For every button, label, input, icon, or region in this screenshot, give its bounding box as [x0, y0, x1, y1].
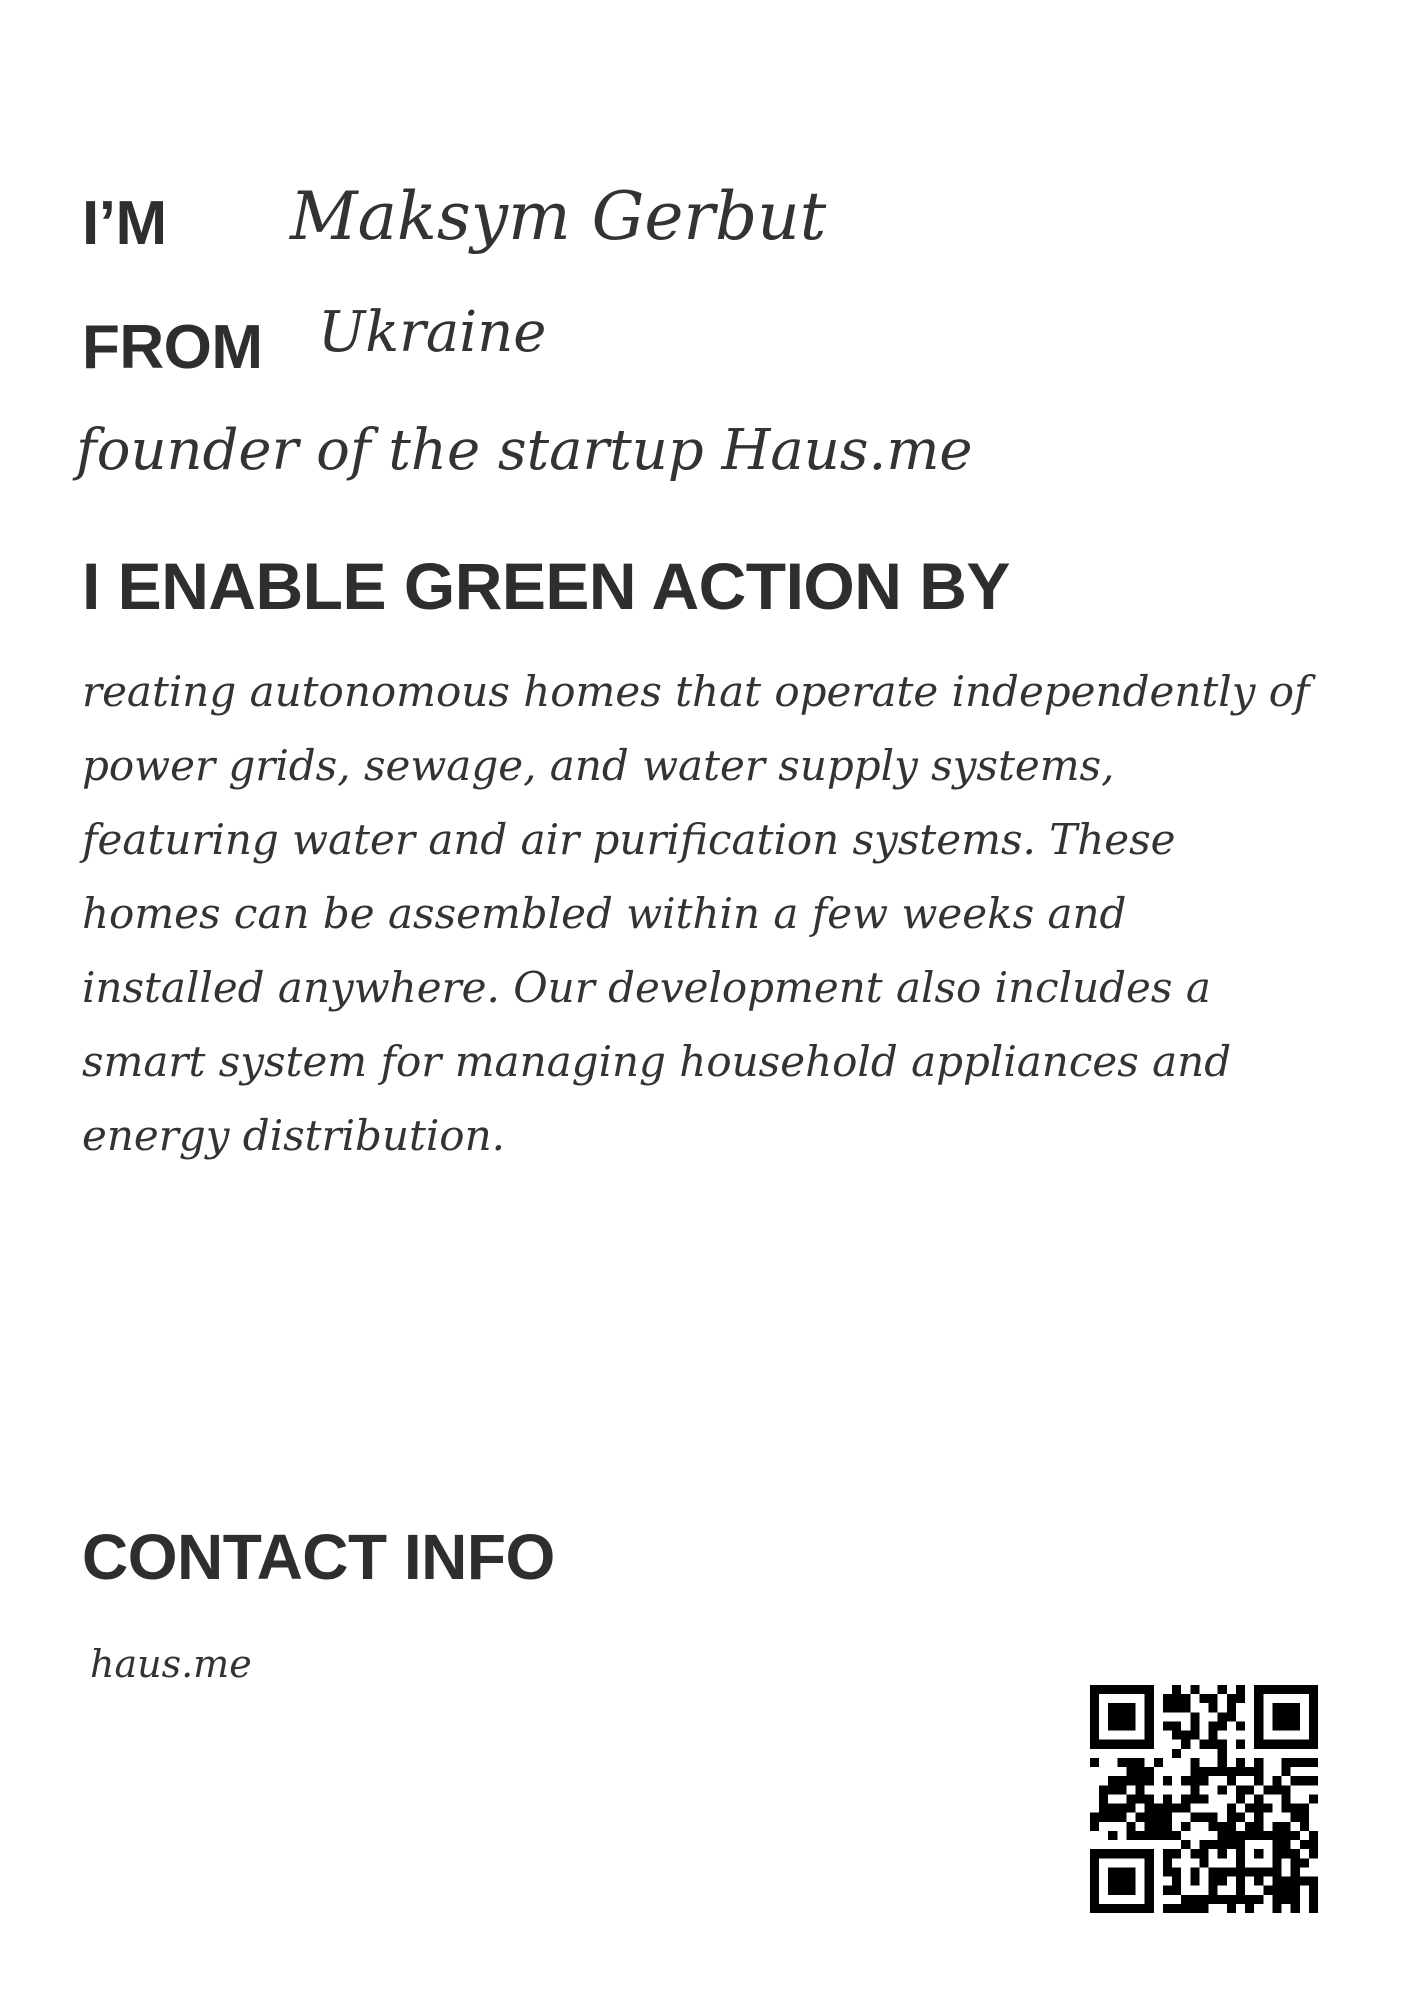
action-heading: I ENABLE GREEN ACTION BY [82, 549, 1010, 623]
country-value: Ukraine [318, 300, 547, 365]
im-label: I’M [82, 189, 167, 258]
contact-heading: CONTACT INFO [82, 1521, 555, 1593]
role-value: founder of the startup Haus.me [76, 418, 973, 483]
from-label: FROM [82, 313, 263, 382]
website-link[interactable]: haus.me [90, 1642, 252, 1686]
action-body: reating autonomous homes that operate independently of power grids, sewage, and water supply systems, featuring water and air purification systems. These homes can be assembled within a few weeks and installed anywhere. Our development also includes a smart system for managing household appliances and energy distribution. [82, 667, 1310, 1160]
qr-code-icon[interactable] [1090, 1685, 1318, 1913]
name-value: Maksym Gerbut [290, 178, 827, 255]
